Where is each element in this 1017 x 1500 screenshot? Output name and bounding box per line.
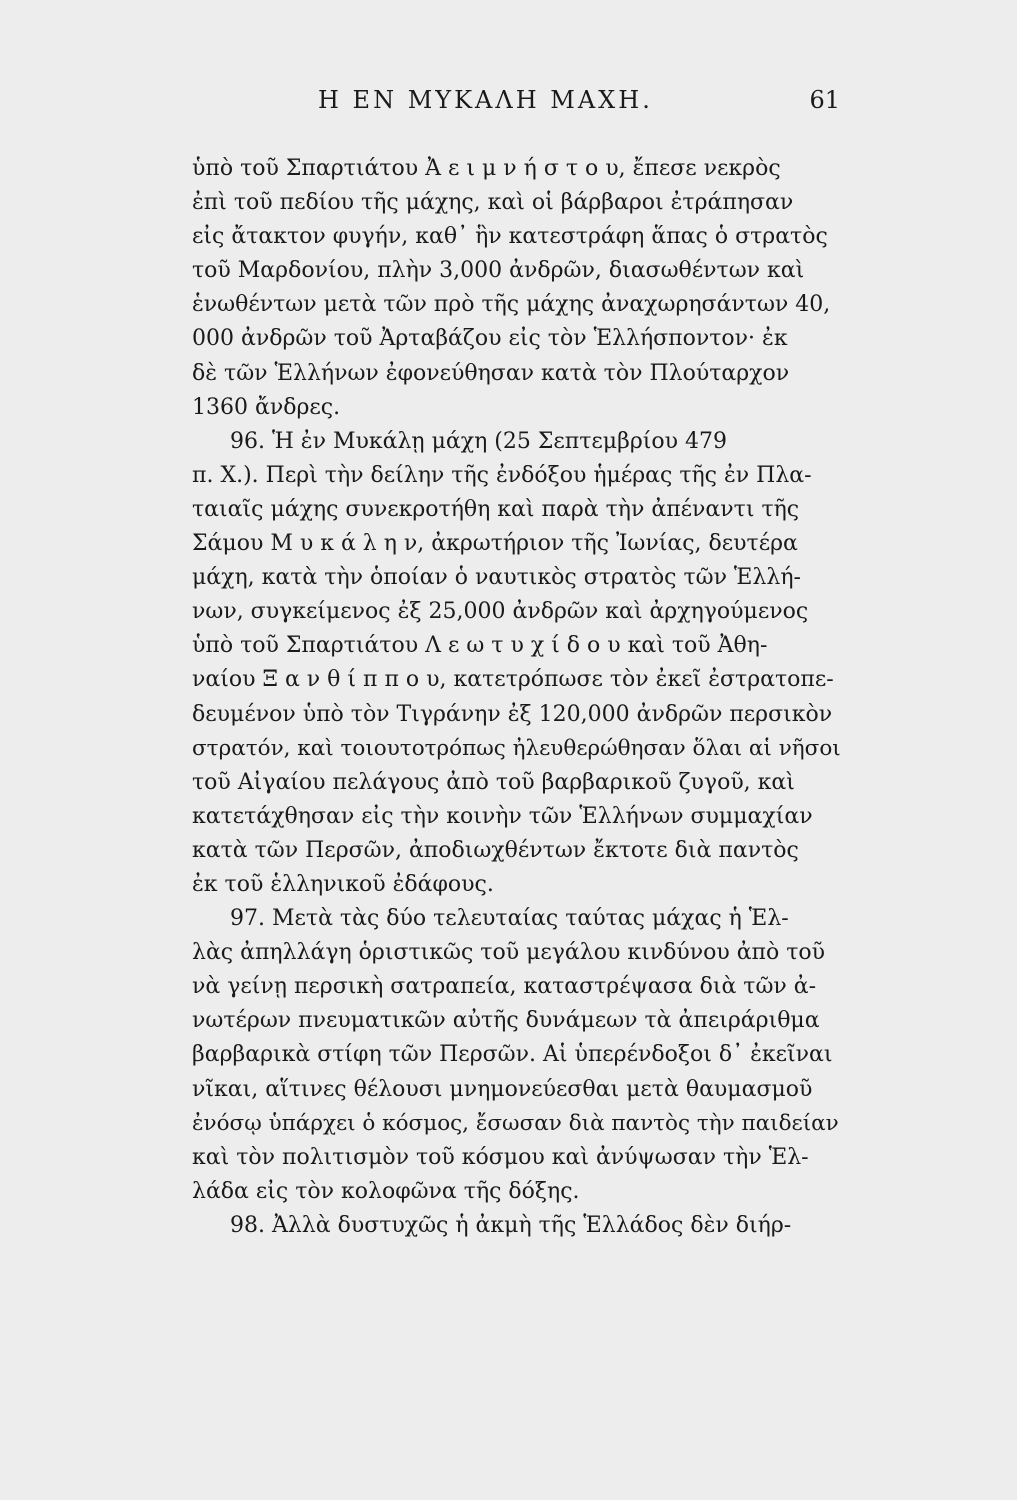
text-line: 1360 ἄνδρες. [192,394,341,420]
text-line: ἐνόσῳ ὑπάρχει ὁ κόσμος, ἔσωσαν διὰ παντὸς τὴν παιδείαν [192,1110,839,1136]
paragraph-start-line: 97. Μετὰ τὰς δύο τελευταίας ταύτας μάχας ἡ Ἑλ- [230,906,789,932]
paragraph-start-line: 98. Ἀλλὰ δυστυχῶς ἡ ἀκμὴ τῆς Ἑλλάδος δὲν διήρ- [230,1212,792,1238]
text-line: κατὰ τῶν Περσῶν, ἀποδιωχθέντων ἔκτοτε διὰ παντὸς [192,837,799,863]
text-line: ἐπὶ τοῦ πεδίου τῆς μάχης, καὶ οἱ βάρβαροι ἐτράπησαν [192,190,794,216]
text-line: μάχη, κατὰ τὴν ὁποίαν ὁ ναυτικὸς στρατὸς τῶν Ἑλλή- [192,565,801,591]
text-line: τοῦ Μαρδονίου, πλὴν 3,000 ἀνδρῶν, διασωθέντων καὶ [192,258,805,284]
text-line: εἰς ἄτακτον φυγήν, καθ᾽ ἣν κατεστράφη ἅπας ὁ στρατὸς [192,224,828,250]
text-line: ἑνωθέντων μετὰ τῶν πρὸ τῆς μάχης ἀναχωρησάντων 40, [192,292,831,318]
running-title: Η ΕΝ ΜΥΚΑΛΗ ΜΑΧΗ. [318,86,653,114]
section-heading-line: 96. Ἡ ἐν Μυκάλῃ μάχη (25 Σεπτεμβρίου 479 [230,428,727,454]
text-line: λάδα εἰς τὸν κολοφῶνα τῆς δόξης. [192,1178,580,1204]
text-line: νῖκαι, αἵτινες θέλουσι μνημονεύεσθαι μετὰ θαυμασμοῦ [192,1076,813,1102]
text-line: νων, συγκείμενος ἐξ 25,000 ἀνδρῶν καὶ ἀρχηγούμενος [192,599,809,625]
text-line: τοῦ Αἰγαίου πελάγους ἀπὸ τοῦ βαρβαρικοῦ ζυγοῦ, καὶ [192,769,795,795]
text-line: δὲ τῶν Ἑλλήνων ἐφονεύθησαν κατὰ τὸν Πλούταρχον [192,360,790,386]
text-line: βαρβαρικὰ στίφη τῶν Περσῶν. Αἱ ὑπερένδοξοι δ᾽ ἐκεῖναι [192,1042,833,1068]
text-line: ταιαῖς μάχης συνεκροτήθη καὶ παρὰ τὴν ἀπέναντι τῆς [192,496,800,522]
text-line: νωτέρων πνευματικῶν αὐτῆς δυνάμεων τὰ ἀπειράριθμα [192,1008,820,1034]
body-text [192,152,842,1243]
page-number: 61 [809,86,840,114]
text-line: Σάμου Μ υ κ ά λ η ν, ἀκρωτήριον τῆς Ἰωνίας, δευτέρα [192,531,798,557]
text-line: ὑπὸ τοῦ Σπαρτιάτου Λ ε ω τ υ χ ί δ ο υ καὶ τοῦ Ἀθη- [192,633,768,659]
text-line: στρατόν, καὶ τοιουτοτρόπως ἠλευθερώθησαν ὅλαι αἱ νῆσοι [192,735,841,761]
text-line: νὰ γείνῃ περσικὴ σατραπεία, καταστρέψασα διὰ τῶν ἀ- [192,974,817,1000]
text-line: λὰς ἀπηλλάγη ὁριστικῶς τοῦ μεγάλου κινδύνου ἀπὸ τοῦ [192,940,826,966]
text-line: κατετάχθησαν εἰς τὴν κοινὴν τῶν Ἑλλήνων συμμαχίαν [192,803,813,829]
text-line: ὑπὸ τοῦ Σπαρτιάτου Ἀ ε ι μ ν ή σ τ ο υ, ἔπεσε νεκρὸς [192,156,781,181]
page-header [190,86,840,126]
text-line: π. Χ.). Περὶ τὴν δείλην τῆς ἐνδόξου ἡμέρας τῆς ἐν Πλα- [192,462,812,488]
text-line: 000 ἀνδρῶν τοῦ Ἀρταβάζου εἰς τὸν Ἑλλήσποντον· ἐκ [192,326,788,352]
text-line: ἐκ τοῦ ἑλληνικοῦ ἐδάφους. [192,871,494,897]
text-line: δευμένον ὑπὸ τὸν Τιγράνην ἐξ 120,000 ἀνδρῶν περσικὸν [192,701,833,727]
text-line: ναίου Ξ α ν θ ί π π ο υ, κατετρόπωσε τὸν ἐκεῖ ἐστρατοπε- [192,667,834,693]
text-line: καὶ τὸν πολιτισμὸν τοῦ κόσμου καὶ ἀνύψωσαν τὴν Ἑλ- [192,1144,809,1170]
